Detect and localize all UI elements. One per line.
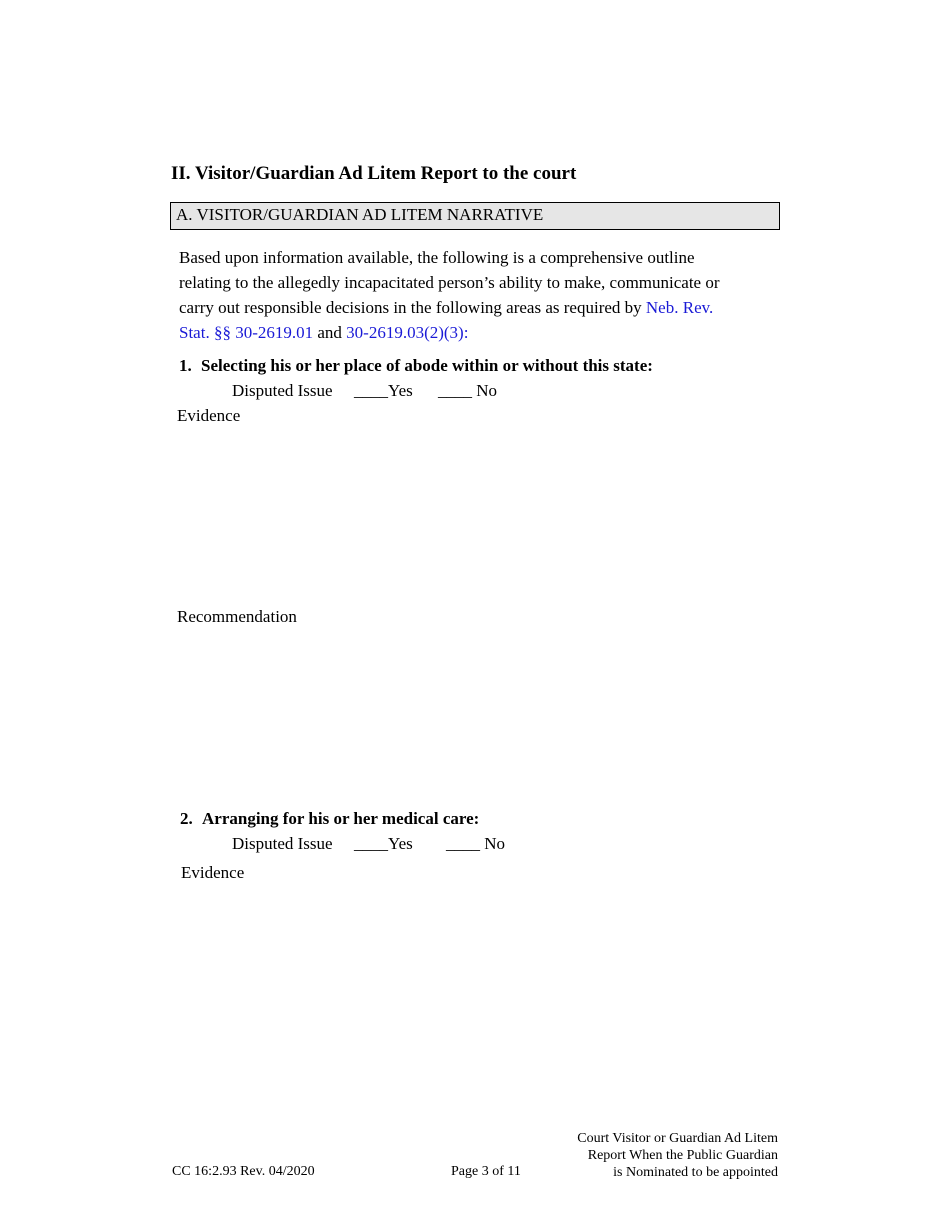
statute-link-30-2619-03[interactable]: 30-2619.03(2)(3): [346,323,469,342]
footer-document-title [577,1130,778,1181]
question-1-heading [179,356,653,376]
question-2-evidence-label: Evidence [181,863,245,882]
question-1-title: Selecting his or her place of abode within or without this state: [201,356,653,375]
intro-line-4 [179,320,779,345]
question-1-evidence-label: Evidence [177,406,241,425]
question-1-no-option[interactable]: ____ No [438,381,498,400]
footer-title-line-3: is Nominated to be appointed [613,1165,778,1180]
question-2-number: 2. [180,809,193,828]
question-2-no-option[interactable]: ____ No [446,834,506,853]
question-1-recommendation-area[interactable] [177,632,777,802]
intro-and-text: and [313,323,347,342]
footer-title-line-2: Report When the Public Guardian [587,1148,778,1163]
question-1-evidence-area[interactable] [177,430,777,600]
question-2-yes-option[interactable]: ____Yes [354,834,413,853]
question-2-evidence-area[interactable] [181,888,777,1108]
question-2-title: Arranging for his or her medical care: [202,809,480,828]
intro-line-3 [179,295,779,320]
intro-line-2: relating to the allegedly incapacitated person’s ability to make, communicate or [179,273,720,292]
question-1-disputed-label: Disputed Issue [232,381,333,400]
footer-form-code: CC 16:2.93 Rev. 04/2020 [172,1164,315,1179]
narrative-header-label: A. VISITOR/GUARDIAN AD LITEM NARRATIVE [176,205,544,224]
question-1-yes-option[interactable]: ____Yes [354,381,413,400]
intro-paragraph [179,245,779,345]
section-title: II. Visitor/Guardian Ad Litem Report to the court [171,163,577,184]
statute-link-30-2619-01[interactable]: Stat. §§ 30-2619.01 [179,323,314,342]
footer-title-line-1: Court Visitor or Guardian Ad Litem [577,1131,778,1146]
narrative-header-box [170,202,780,230]
footer-page-number: Page 3 of 11 [451,1164,521,1179]
intro-line-3-text: carry out responsible decisions in the following areas as required by [179,298,646,317]
statute-link-neb-rev[interactable]: Neb. Rev. [645,298,714,317]
question-2-disputed-label: Disputed Issue [232,834,333,853]
question-1-recommendation-label: Recommendation [177,607,297,626]
intro-line-1: Based upon information available, the following is a comprehensive outline [179,248,695,267]
question-1-number: 1. [179,356,192,375]
question-2-heading [180,809,479,829]
